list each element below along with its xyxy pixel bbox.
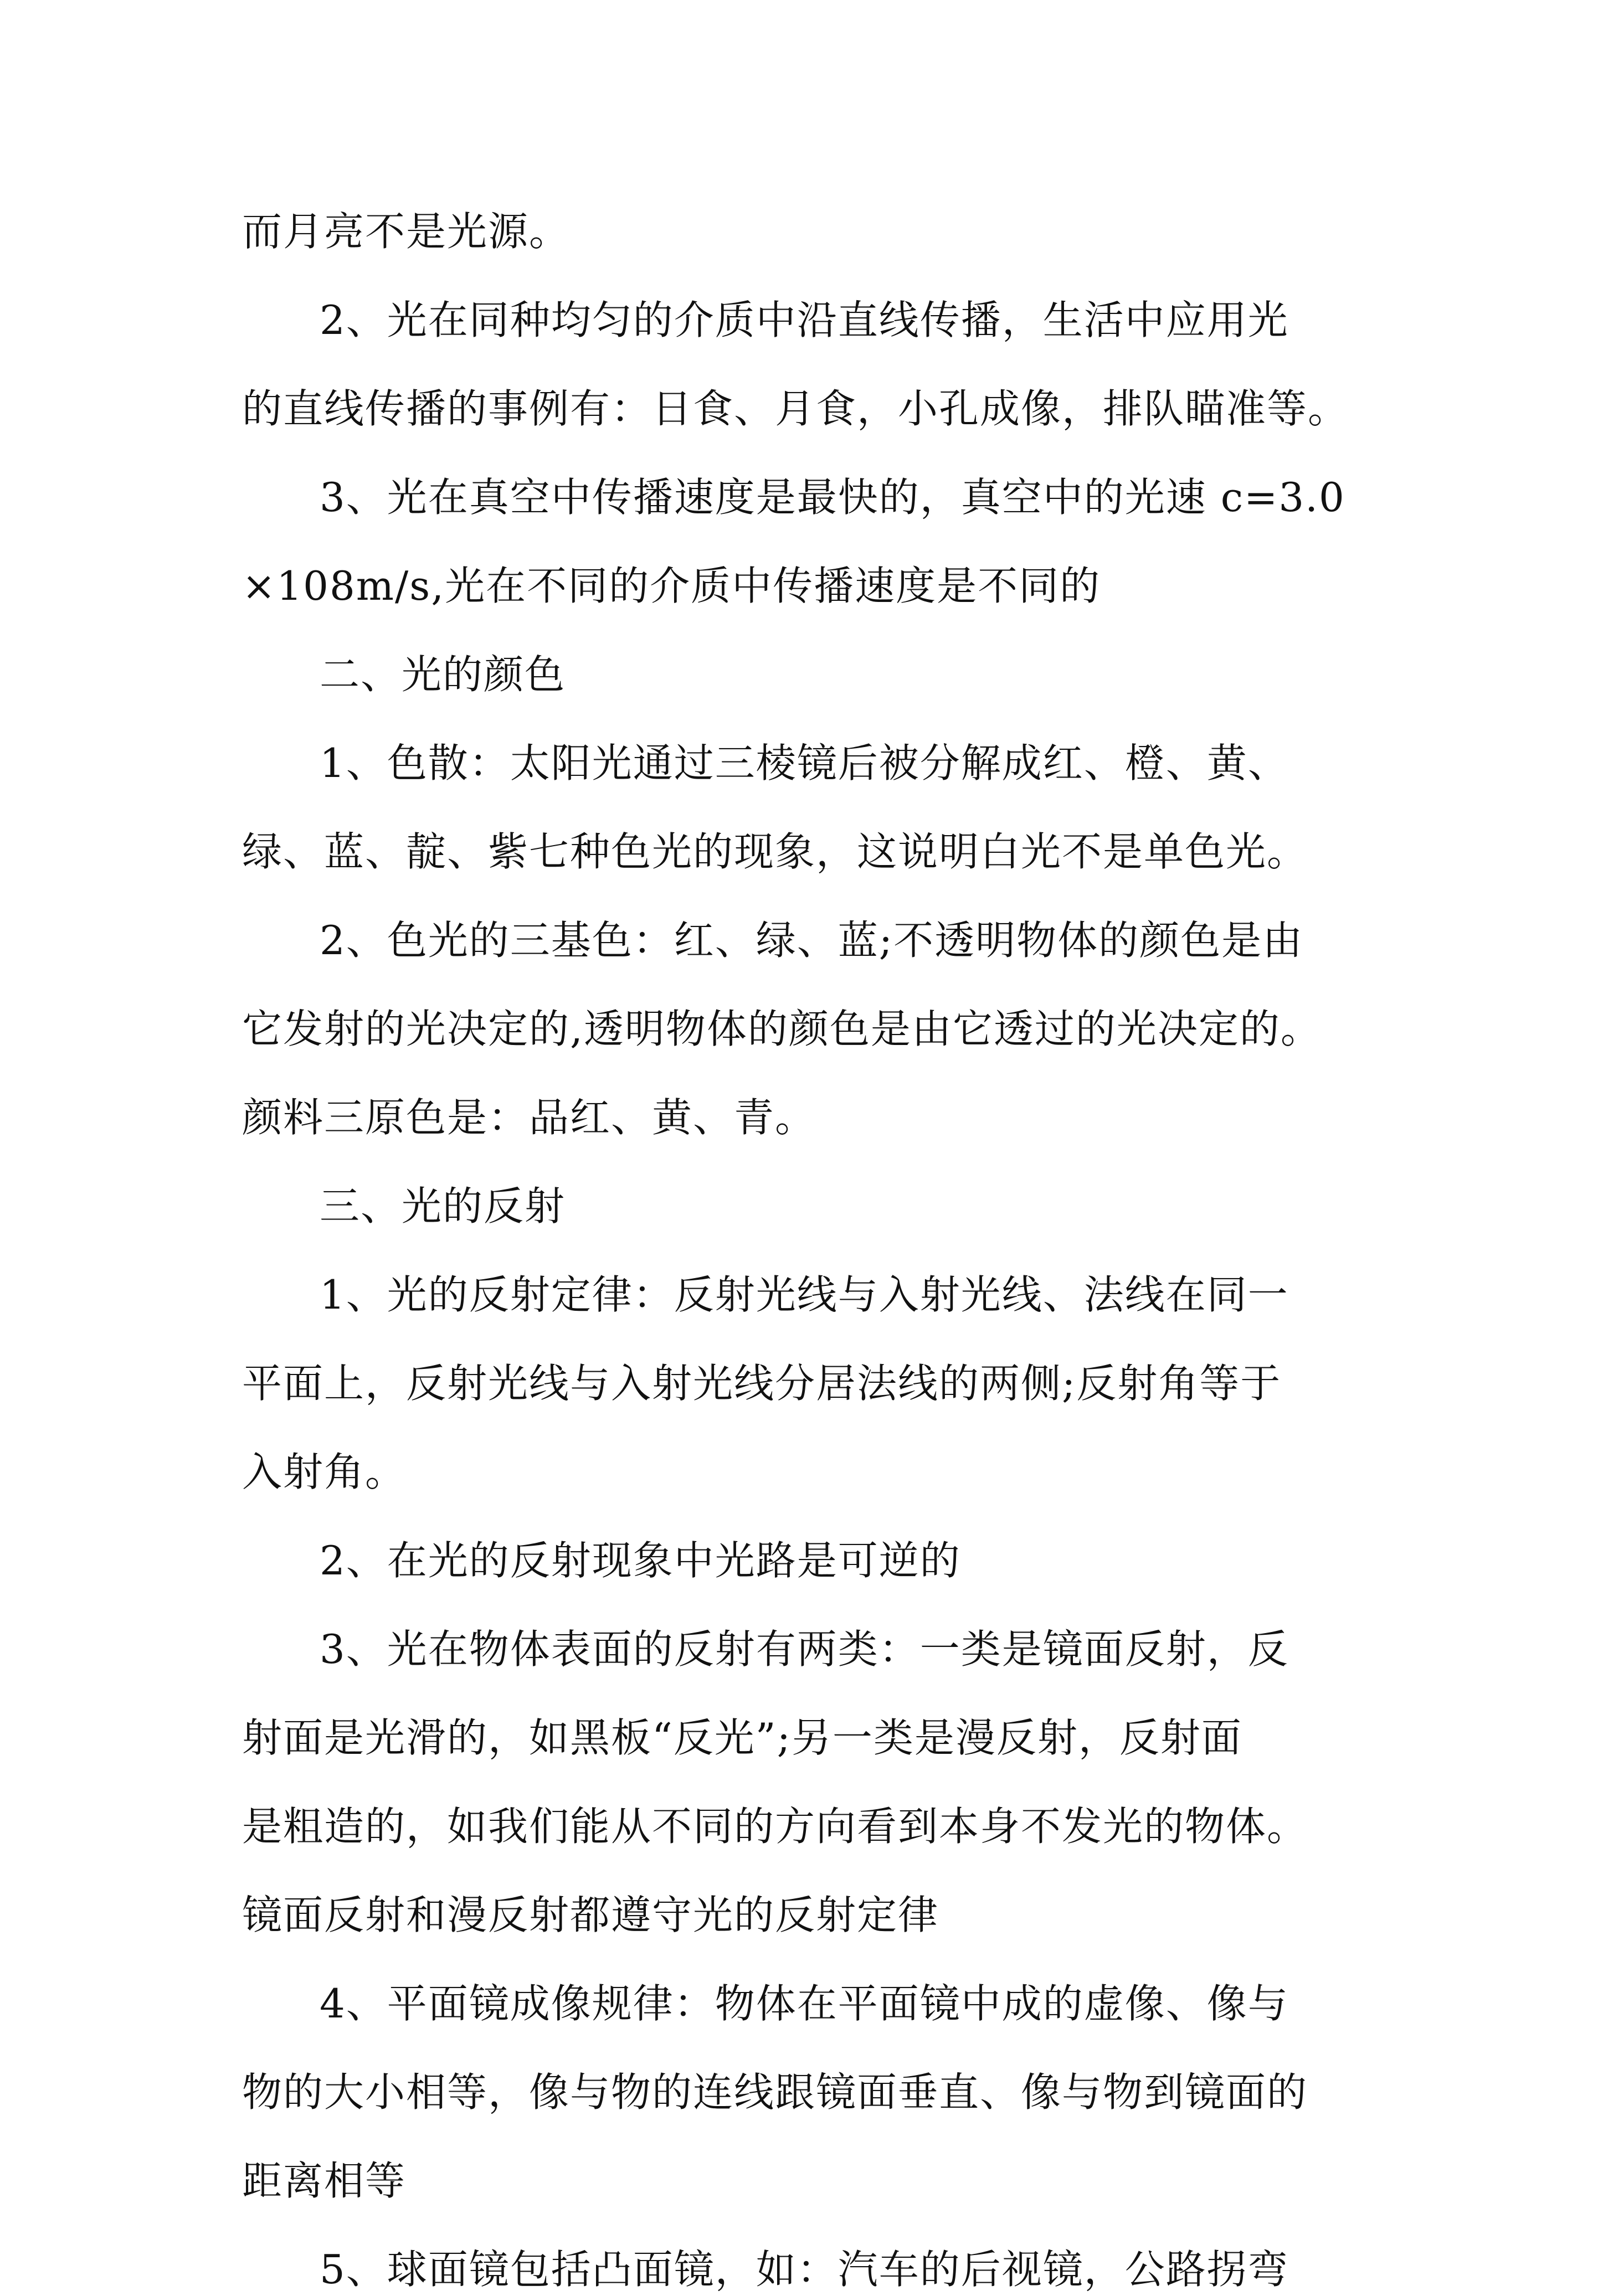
text-line: 5、球面镜包括凸面镜，如：汽车的后视镜，公路拐弯 — [320, 2246, 1289, 2293]
section-heading: 二、光的颜色 — [320, 651, 566, 698]
text-line: 平面上，反射光线与入射光线分居法线的两侧;反射角等于 — [242, 1360, 1282, 1407]
text-line: 3、光在物体表面的反射有两类：一类是镜面反射，反 — [320, 1626, 1289, 1672]
text-line: 1、光的反射定律：反射光线与入射光线、法线在同一 — [320, 1271, 1289, 1318]
text-line: 物的大小相等，像与物的连线跟镜面垂直、像与物到镜面的 — [242, 2069, 1308, 2115]
text-line: 颜料三原色是：品红、黄、青。 — [242, 1094, 816, 1141]
text-line: 入射角。 — [242, 1449, 407, 1495]
text-line: 1、色散：太阳光通过三棱镜后被分解成红、橙、黄、 — [320, 740, 1289, 786]
text-line: 2、色光的三基色：红、绿、蓝;不透明物体的颜色是由 — [320, 917, 1304, 964]
text-line: 的直线传播的事例有：日食、月食，小孔成像，排队瞄准等。 — [242, 385, 1349, 432]
section-heading: 三、光的反射 — [320, 1183, 566, 1229]
text-line: 它发射的光决定的,透明物体的颜色是由它透过的光决定的。 — [242, 1006, 1322, 1052]
text-line: 射面是光滑的，如黑板“反光”;另一类是漫反射，反射面 — [242, 1715, 1242, 1761]
text-line: ×108m/s,光在不同的介质中传播速度是不同的 — [242, 563, 1101, 609]
text-line: 2、光在同种均匀的介质中沿直线传播，生活中应用光 — [320, 297, 1289, 343]
text-line: 4、平面镜成像规律：物体在平面镜中成的虚像、像与 — [320, 1980, 1289, 2027]
text-line: 镜面反射和漫反射都遵守光的反射定律 — [242, 1892, 939, 1938]
text-line: 是粗造的，如我们能从不同的方向看到本身不发光的物体。 — [242, 1803, 1308, 1850]
text-line: 2、在光的反射现象中光路是可逆的 — [320, 1537, 961, 1584]
text-line: 而月亮不是光源。 — [242, 208, 571, 255]
text-line: 绿、蓝、靛、紫七种色光的现象，这说明白光不是单色光。 — [242, 828, 1308, 875]
text-line: 距离相等 — [242, 2158, 407, 2204]
text-line: 3、光在真空中传播速度是最快的，真空中的光速 c=3.0 — [320, 474, 1345, 521]
